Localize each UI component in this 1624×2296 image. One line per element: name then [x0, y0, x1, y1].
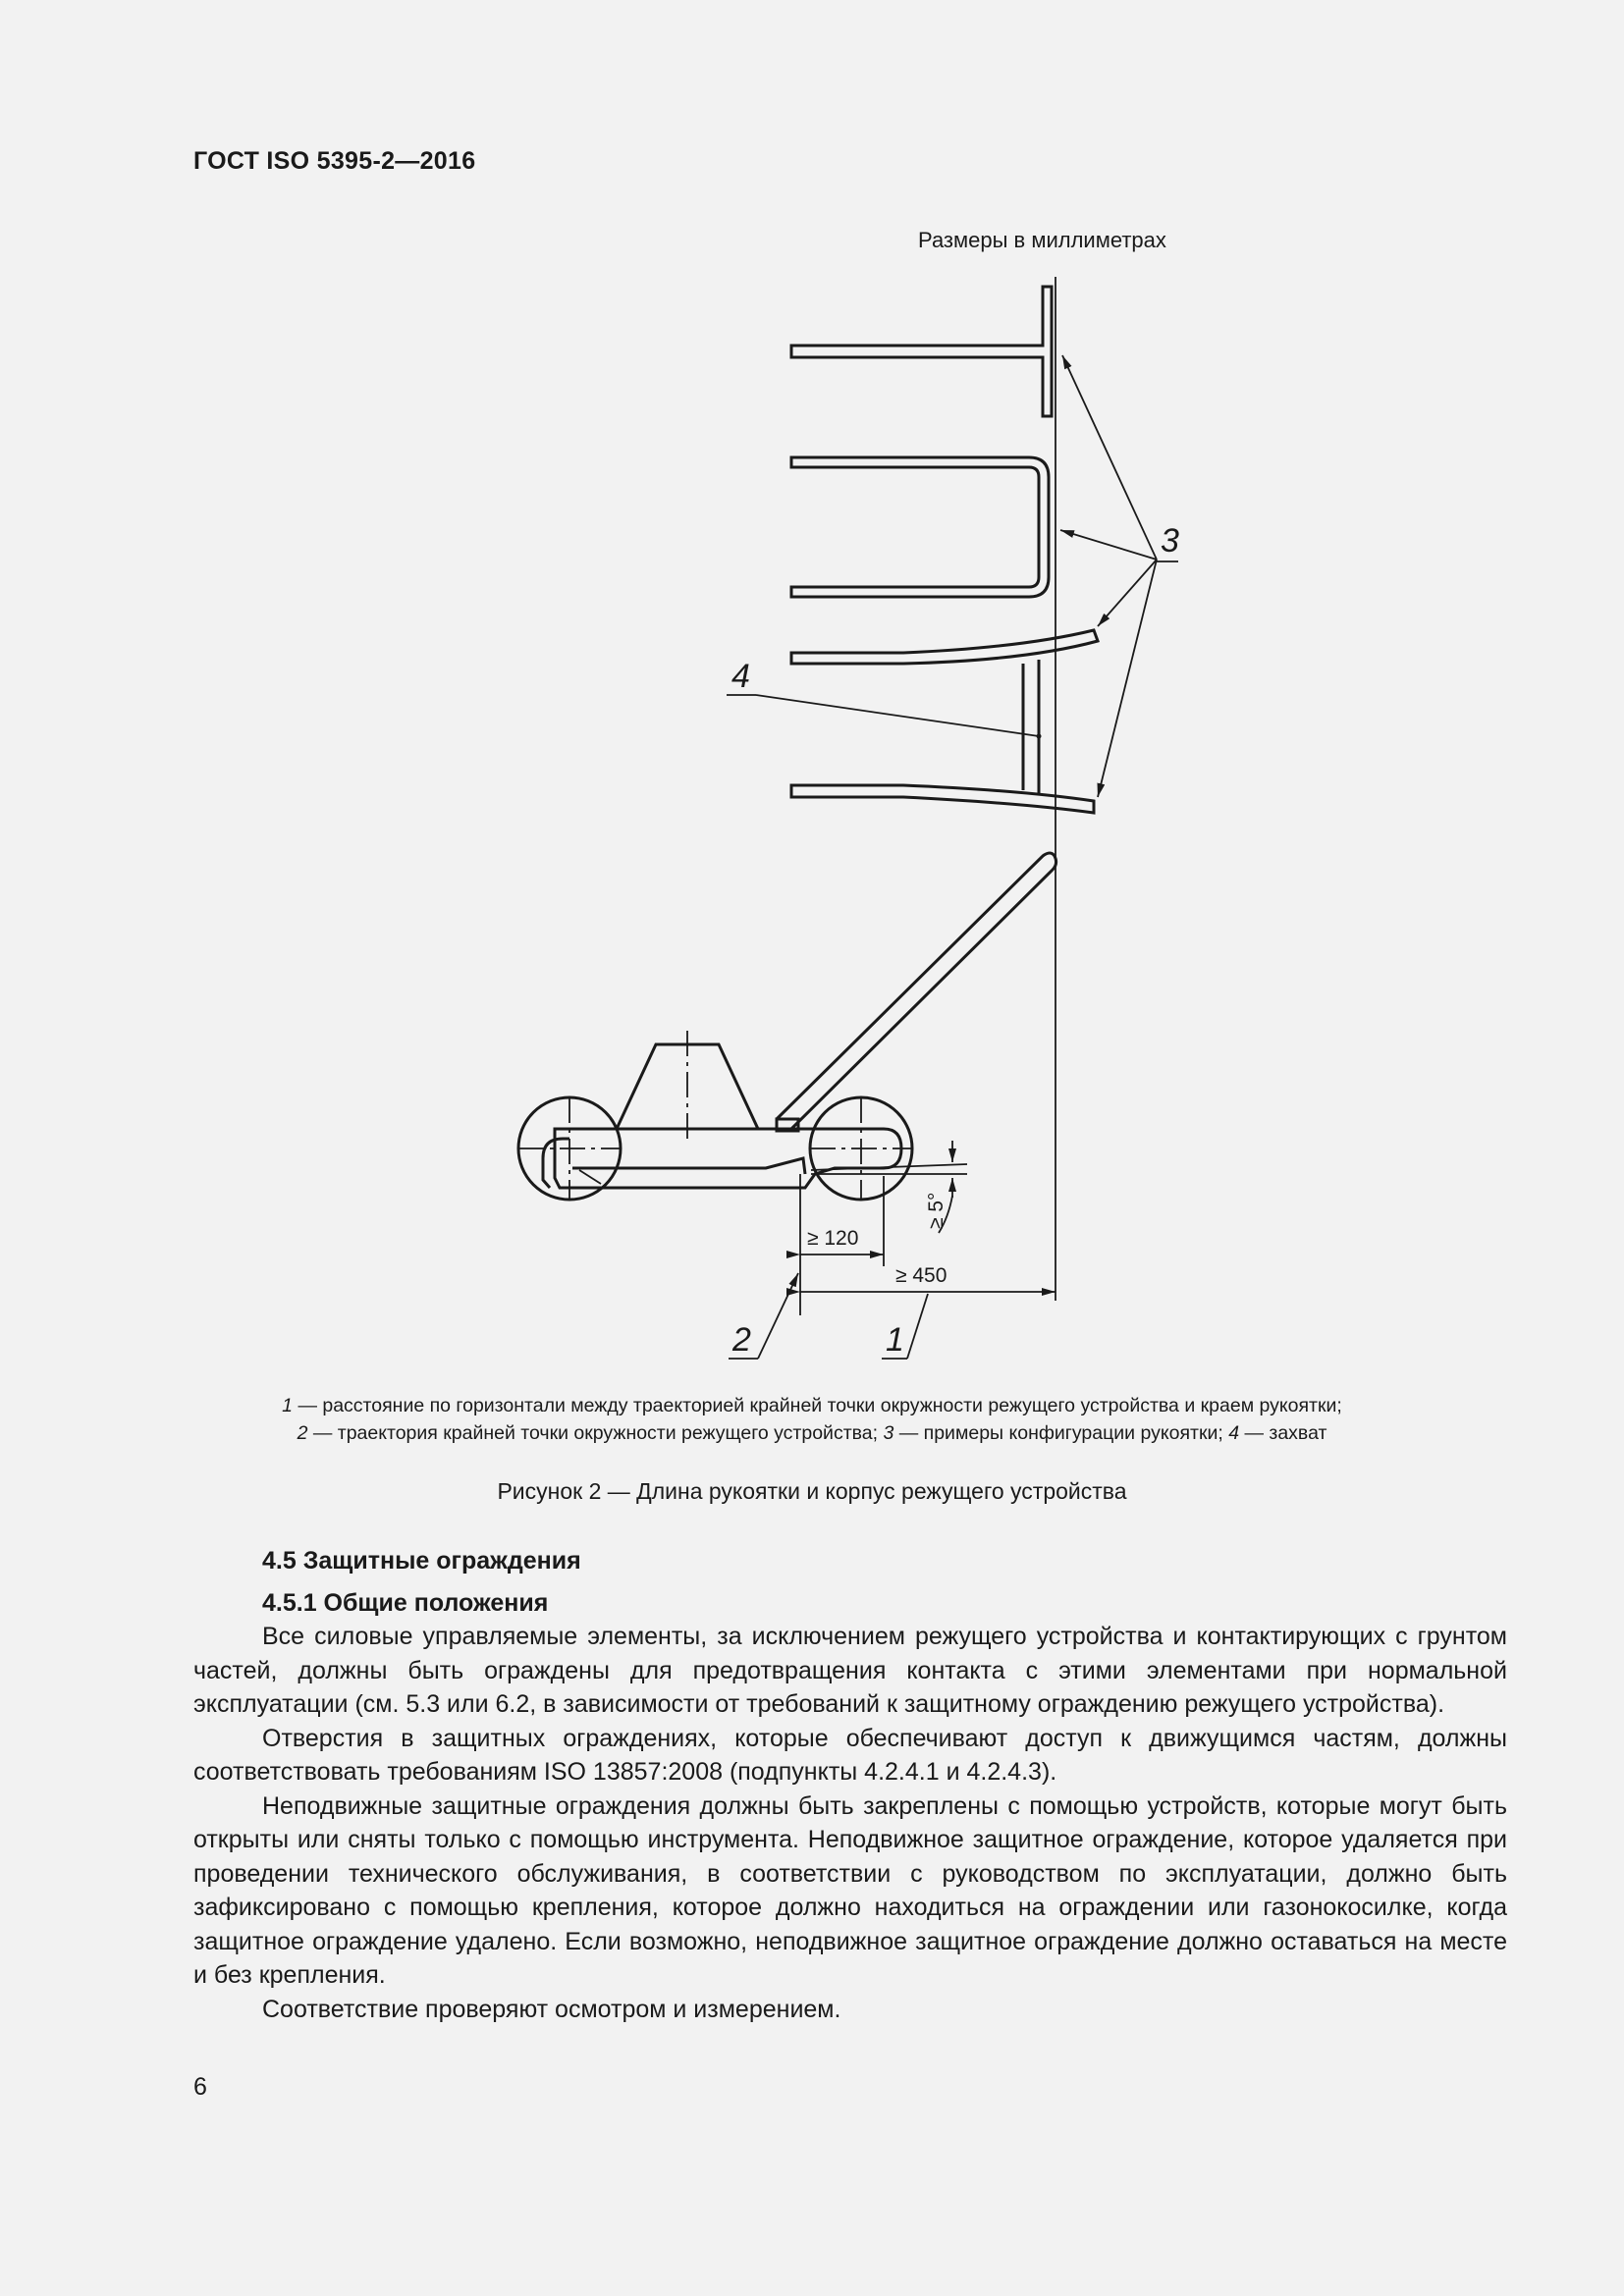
handle-config-t — [791, 287, 1052, 416]
figure-legend-line-2 — [157, 1419, 1467, 1447]
legend-num-2: 2 — [297, 1422, 308, 1444]
label-1-group — [882, 1294, 928, 1359]
dim-120-label: ≥ 120 — [807, 1227, 859, 1250]
handle-config-curved — [791, 630, 1098, 813]
section-title: 4.5 Защитные ограждения — [262, 1547, 581, 1575]
section-body — [193, 1544, 1507, 2026]
legend-num-1: 1 — [282, 1395, 294, 1416]
paragraph: Отверстия в защитных ограждениях, которые обеспечивают доступ к движущимся частям, должны соответствовать требованиям ISO 13857:2008 (подпункты 4.2.4.1 и 4.2.4.3). — [193, 1724, 1507, 1786]
legend-text-3: — примеры конфигурации рукоятки; — [893, 1422, 1229, 1444]
document-header: ГОСТ ISO 5395-2—2016 — [193, 147, 476, 175]
label-4: 4 — [731, 658, 750, 695]
legend-text-4: — захват — [1239, 1422, 1327, 1444]
mower-body — [518, 1031, 967, 1200]
angle-label: ≥ 5° — [925, 1192, 947, 1229]
legend-text-2: — траектория крайней точки окружности режущего устройства; — [307, 1422, 884, 1444]
label-1: 1 — [886, 1321, 904, 1359]
legend-text-1: — расстояние по горизонтали между траекторией крайней точки окружности режущего устройства и краем рукоятки; — [293, 1395, 1342, 1416]
handle-bar — [777, 853, 1056, 1129]
units-note: Размеры в миллиметрах — [918, 228, 1166, 252]
figure-caption: Рисунок 2 — Длина рукоятки и корпус режущего устройства — [497, 1478, 1127, 1504]
page-number: 6 — [193, 2073, 207, 2101]
angle-indicator — [925, 1141, 952, 1233]
legend-num-4: 4 — [1228, 1422, 1240, 1444]
figure-legend-line-1 — [157, 1392, 1467, 1419]
paragraph: Неподвижные защитные ограждения должны быть закреплены с помощью устройств, которые могут быть открыты или сняты только с помощью инструмента. Неподвижное защитное ограждение, которое удаляется при проведении технического обслуживания, в соответствии с руководством по эксплуатации, должно быть зафиксировано с помощью крепления, которое должно находиться на ограждении или газонокосилке, когда защитное ограждение удалено. Если возможно, неподвижное защитное ограждение должно оставаться на месте и без крепления. — [193, 1791, 1507, 1989]
label-3-group — [1060, 355, 1179, 797]
legend-num-3: 3 — [883, 1422, 894, 1444]
dim-450-label: ≥ 450 — [895, 1264, 947, 1287]
handle-config-loop — [791, 457, 1049, 597]
grip — [1023, 660, 1039, 793]
paragraph: Соответствие проверяют осмотром и измерением. — [262, 1995, 841, 2023]
label-4-group — [727, 658, 1042, 739]
label-2-group — [729, 1273, 798, 1359]
label-2: 2 — [732, 1321, 751, 1359]
label-3: 3 — [1161, 522, 1179, 560]
paragraph: Все силовые управляемые элементы, за исключением режущего устройства и контактирующих с грунтом частей, должны быть ограждены для предотвращения контакта с этими элементами при нормальной эксплуатации (см. 5.3 или 6.2, в зависимости от требований к защитному ограждению режущего устройства). — [193, 1623, 1507, 1718]
subsection-title: 4.5.1 Общие положения — [262, 1588, 549, 1617]
